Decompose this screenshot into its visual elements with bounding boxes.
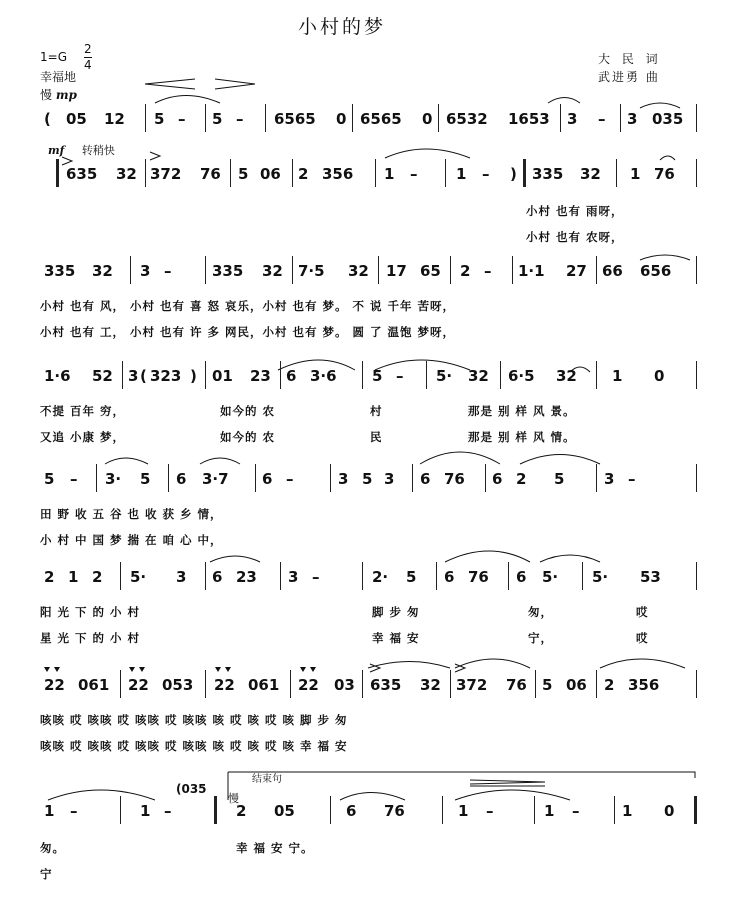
note: 5 — [44, 470, 55, 488]
barline — [375, 159, 376, 187]
lyric-verse-1: 小村 也有 雨呀， — [526, 204, 624, 218]
barline — [445, 159, 446, 187]
note: 6 — [286, 367, 297, 385]
note: – — [178, 110, 186, 128]
ending-tempo: 慢 — [228, 792, 239, 805]
note: ( — [44, 110, 51, 128]
barline — [292, 159, 293, 187]
note: 03 — [334, 676, 355, 694]
note: 061 — [78, 676, 110, 694]
note: – — [312, 568, 320, 586]
note: 23 — [236, 568, 257, 586]
note: 66 — [602, 262, 623, 280]
barline — [205, 256, 206, 284]
note: 5 — [362, 470, 373, 488]
page-title: 小村的梦 — [298, 16, 387, 38]
note: 5 — [140, 470, 151, 488]
note: 1 — [456, 165, 467, 183]
lyric-verse-2: 那是 别 样 风 情。 — [468, 430, 576, 444]
lyric-verse-2: 宁 — [40, 867, 53, 881]
barline — [508, 562, 509, 590]
note: 6 — [262, 470, 273, 488]
barline — [362, 670, 363, 698]
barline — [450, 670, 451, 698]
note: 01 — [212, 367, 233, 385]
note: 1 — [544, 802, 555, 820]
ending-label: 结束句 — [252, 774, 282, 785]
note: 32 — [116, 165, 137, 183]
note: 76 — [654, 165, 675, 183]
barline — [205, 562, 206, 590]
barline — [512, 256, 513, 284]
barline — [436, 562, 437, 590]
note: 053 — [162, 676, 194, 694]
note: 76 — [506, 676, 527, 694]
note: – — [598, 110, 606, 128]
lyric-verse-1: 如今的 农 — [220, 404, 276, 418]
barline — [205, 104, 206, 132]
note: 12 — [104, 110, 125, 128]
lyric-verse-2: 又追 小康 梦， — [40, 430, 126, 444]
note: (035 — [176, 782, 207, 796]
note: 22 — [128, 676, 149, 694]
note: 5 — [554, 470, 565, 488]
note: 06 — [566, 676, 587, 694]
note: 5· — [592, 568, 609, 586]
note: 335 — [44, 262, 76, 280]
note: 1653 — [508, 110, 550, 128]
style-marking: 幸福地 — [40, 70, 77, 84]
barline — [614, 796, 615, 824]
note: 061 — [248, 676, 280, 694]
note: 32 — [92, 262, 113, 280]
lyric-verse-1: 那是 别 样 风 景。 — [468, 404, 576, 418]
note: – — [164, 802, 172, 820]
note: 3 — [140, 262, 151, 280]
note: – — [482, 165, 490, 183]
barline — [362, 361, 363, 389]
note: 3 — [604, 470, 615, 488]
key-signature: 1=G — [40, 50, 67, 64]
note: 0 — [664, 802, 675, 820]
barline — [696, 562, 697, 590]
note: 5 — [406, 568, 417, 586]
lyric-verse-2: 星 光 下 的 小 村 — [40, 631, 141, 645]
note: 05 — [274, 802, 295, 820]
note: ( — [140, 367, 147, 385]
lyric-verse-2: 民 — [370, 430, 383, 444]
note: 2 — [44, 568, 55, 586]
barline — [122, 361, 123, 389]
note: 335 — [532, 165, 564, 183]
barline — [205, 361, 206, 389]
composer: 武进勇 曲 — [598, 70, 660, 84]
note: – — [396, 367, 404, 385]
barline — [596, 361, 597, 389]
barline — [696, 256, 697, 284]
lyric-verse-1: 阳 光 下 的 小 村 — [40, 605, 141, 619]
note: 1 — [140, 802, 151, 820]
lyric-verse-1: 村 — [370, 404, 383, 418]
note: 2 — [236, 802, 247, 820]
barline — [120, 796, 121, 824]
note: 372 — [150, 165, 182, 183]
barline — [442, 796, 443, 824]
note: 635 — [370, 676, 402, 694]
barline — [205, 670, 206, 698]
note: 1 — [68, 568, 79, 586]
note: 5· — [542, 568, 559, 586]
note: 3 — [627, 110, 638, 128]
note: 3 — [338, 470, 349, 488]
note: 27 — [566, 262, 587, 280]
note: 32 — [262, 262, 283, 280]
note: 3 — [567, 110, 578, 128]
note: – — [572, 802, 580, 820]
lyricist: 大 民 词 — [598, 52, 662, 66]
note: 3· — [105, 470, 122, 488]
note: 32 — [556, 367, 577, 385]
note: 22 — [298, 676, 319, 694]
barline — [450, 256, 451, 284]
note: 1 — [384, 165, 395, 183]
note: – — [70, 470, 78, 488]
note: 5 — [542, 676, 553, 694]
note: 356 — [628, 676, 660, 694]
note: 323 — [150, 367, 182, 385]
note: 5 — [212, 110, 223, 128]
lyric-verse-1: 哎 — [636, 605, 649, 619]
note: – — [484, 262, 492, 280]
note: 5 — [238, 165, 249, 183]
barline — [145, 104, 146, 132]
note: – — [628, 470, 636, 488]
barline — [696, 670, 697, 698]
note: 3 — [384, 470, 395, 488]
lyric-verse-2: 小村 也有 工， 小村 也有 许 多 网民，小村 也有 梦。 圆 了 温饱 梦呀， — [40, 325, 456, 339]
note: 6 — [346, 802, 357, 820]
barline — [500, 361, 501, 389]
note: 6565 — [274, 110, 316, 128]
note: 06 — [260, 165, 281, 183]
note: 5 — [154, 110, 165, 128]
note: 2 — [92, 568, 103, 586]
note: 76 — [384, 802, 405, 820]
note: 2 — [516, 470, 527, 488]
note: 6565 — [360, 110, 402, 128]
note: 76 — [200, 165, 221, 183]
note: 23 — [250, 367, 271, 385]
note: 32 — [468, 367, 489, 385]
lyric-verse-2: 小 村 中 国 梦 揣 在 咱 心 中， — [40, 533, 223, 547]
lyric-verse-1: 不提 百年 穷， — [40, 404, 126, 418]
note: – — [286, 470, 294, 488]
lyric-verse-2: 如今的 农 — [220, 430, 276, 444]
note: 1 — [458, 802, 469, 820]
barline — [560, 104, 561, 132]
note: 3·7 — [202, 470, 229, 488]
lyric-verse-1: 咳咳 哎 咳咳 哎 咳咳 哎 咳咳 咳 哎 咳 哎 咳 脚 步 匆 — [40, 713, 348, 727]
lyric-verse-1: 小村 也有 风， 小村 也有 喜 怒 哀乐，小村 也有 梦。 不 说 千年 苦呀， — [40, 299, 456, 313]
note: 3 — [288, 568, 299, 586]
note: 1 — [44, 802, 55, 820]
note: 6 — [212, 568, 223, 586]
note: 0 — [336, 110, 347, 128]
note: 65 — [420, 262, 441, 280]
note: – — [486, 802, 494, 820]
repeat-mark — [523, 159, 526, 187]
note: 1·6 — [44, 367, 71, 385]
note: 32 — [348, 262, 369, 280]
barline — [330, 464, 331, 492]
note: 035 — [652, 110, 684, 128]
note: 335 — [212, 262, 244, 280]
repeat-start — [56, 159, 59, 187]
note: 53 — [640, 568, 661, 586]
note: 22 — [214, 676, 235, 694]
barline — [696, 159, 697, 187]
dynamic-mf: mf 转稍快 — [48, 144, 115, 157]
lyric-verse-1: 匆。 — [40, 841, 65, 855]
time-signature: 2 4 — [84, 42, 92, 72]
barline — [534, 796, 535, 824]
note: 3 — [176, 568, 187, 586]
note: 2 — [460, 262, 471, 280]
barline — [255, 464, 256, 492]
barline — [696, 361, 697, 389]
note: 7·5 — [298, 262, 325, 280]
barline — [352, 104, 353, 132]
barline — [96, 464, 97, 492]
tempo-marking: 慢 mp — [40, 88, 77, 102]
note: – — [236, 110, 244, 128]
note: 6 — [420, 470, 431, 488]
barline — [620, 104, 621, 132]
note: 2· — [372, 568, 389, 586]
note: 1 — [630, 165, 641, 183]
note: 5 — [372, 367, 383, 385]
lyric-verse-2: 咳咳 哎 咳咳 哎 咳咳 哎 咳咳 咳 哎 咳 哎 咳 幸 福 安 — [40, 739, 348, 753]
barline — [535, 670, 536, 698]
note: 1 — [622, 802, 633, 820]
note: 3·6 — [310, 367, 337, 385]
barline — [485, 464, 486, 492]
barline — [696, 104, 697, 132]
note: 6 — [176, 470, 187, 488]
note: 656 — [640, 262, 672, 280]
barline — [412, 464, 413, 492]
barline — [362, 562, 363, 590]
barline — [582, 562, 583, 590]
barline — [330, 796, 331, 824]
note: 1 — [612, 367, 623, 385]
note: 5· — [130, 568, 147, 586]
note: 5· — [436, 367, 453, 385]
note: 32 — [420, 676, 441, 694]
barline — [596, 256, 597, 284]
note: 6 — [516, 568, 527, 586]
note: 76 — [444, 470, 465, 488]
note: – — [70, 802, 78, 820]
note: 3 — [128, 367, 139, 385]
note: 6532 — [446, 110, 488, 128]
lyric-verse-2: 幸 福 安 — [372, 631, 420, 645]
note: 17 — [386, 262, 407, 280]
barline — [230, 159, 231, 187]
repeat-end — [214, 796, 217, 824]
note: 0 — [422, 110, 433, 128]
barline — [120, 562, 121, 590]
note: 22 — [44, 676, 65, 694]
note: 1·1 — [518, 262, 545, 280]
barline — [696, 464, 697, 492]
note: 05 — [66, 110, 87, 128]
barline — [168, 464, 169, 492]
note: 635 — [66, 165, 98, 183]
barline — [616, 159, 617, 187]
barline — [596, 464, 597, 492]
note: 2 — [298, 165, 309, 183]
barline — [145, 159, 146, 187]
barline — [265, 104, 266, 132]
note: 52 — [92, 367, 113, 385]
lyric-verse-2: 宁， — [528, 631, 553, 645]
lyric-verse-2: 哎 — [636, 631, 649, 645]
barline — [438, 104, 439, 132]
lyric-ending: 幸 福 安 宁。 — [236, 841, 314, 855]
barline — [292, 256, 293, 284]
note: 0 — [654, 367, 665, 385]
barline — [120, 670, 121, 698]
note: 76 — [468, 568, 489, 586]
note: – — [164, 262, 172, 280]
barline — [378, 256, 379, 284]
note: 356 — [322, 165, 354, 183]
barline — [426, 361, 427, 389]
lyric-verse-2: 小村 也有 农呀， — [526, 230, 624, 244]
note: ) — [190, 367, 197, 385]
note: 2 — [604, 676, 615, 694]
note: 372 — [456, 676, 488, 694]
note: – — [410, 165, 418, 183]
note: 6 — [492, 470, 503, 488]
note: ) — [510, 165, 517, 183]
barline — [290, 670, 291, 698]
lyric-verse-1: 匆， — [528, 605, 553, 619]
note: 6·5 — [508, 367, 535, 385]
barline — [280, 562, 281, 590]
note: 6 — [444, 568, 455, 586]
barline — [130, 256, 131, 284]
barline — [280, 361, 281, 389]
barline — [596, 670, 597, 698]
final-barline — [694, 796, 697, 824]
note: 32 — [580, 165, 601, 183]
lyric-verse-1: 田 野 收 五 谷 也 收 获 乡 情， — [40, 507, 223, 521]
lyric-verse-1: 脚 步 匆 — [372, 605, 420, 619]
